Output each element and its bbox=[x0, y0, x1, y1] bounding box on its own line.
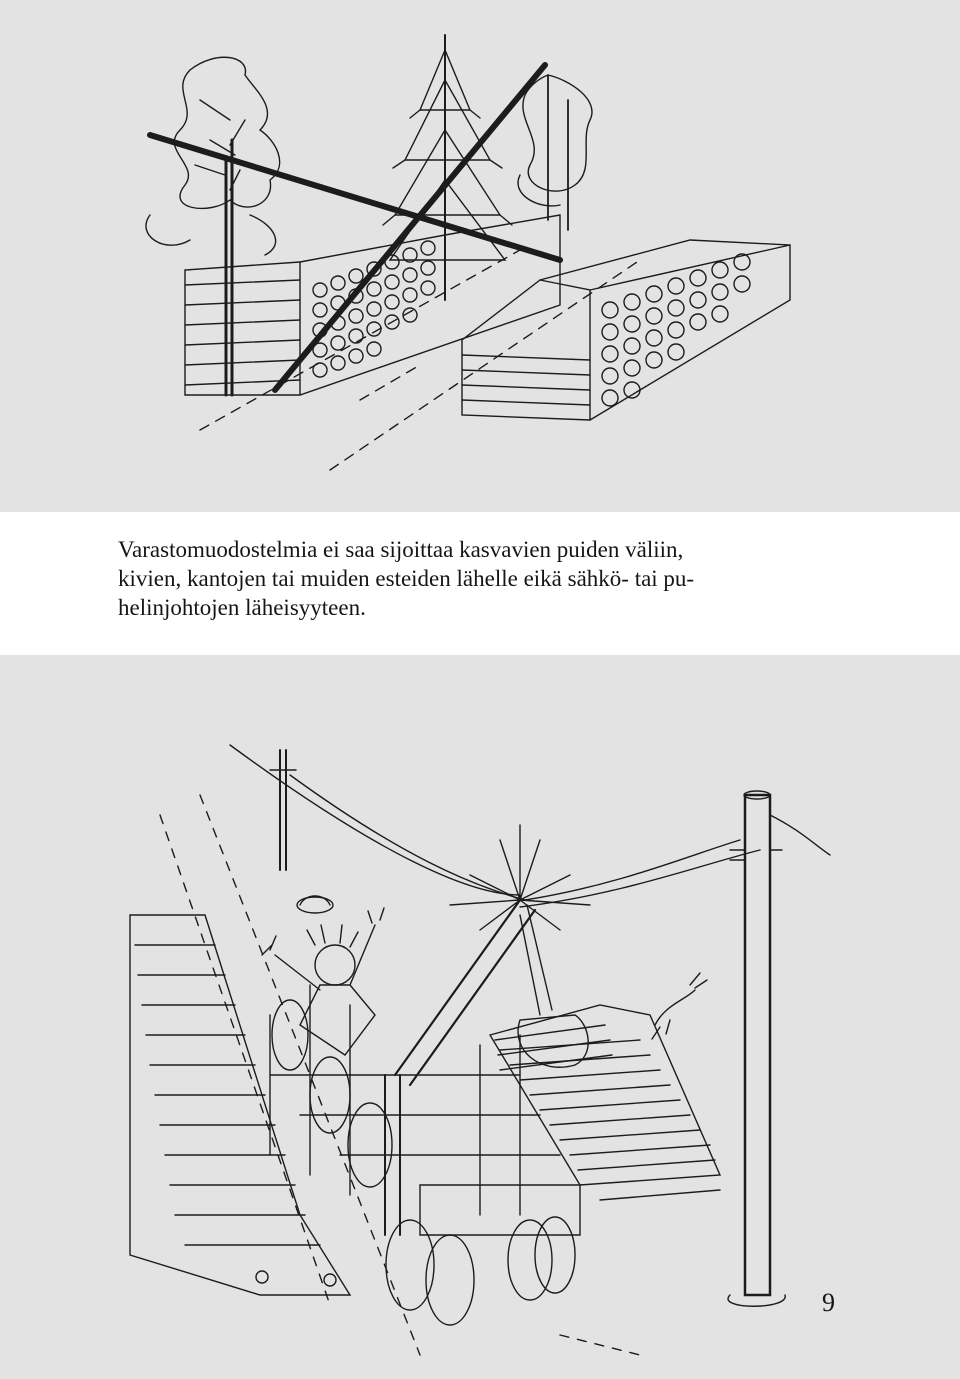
bottom-illustration-drawing bbox=[0, 655, 960, 1379]
right-log-pile bbox=[490, 1005, 720, 1200]
power-line-icon bbox=[230, 745, 830, 907]
caption-line-3: helinjohtojen läheisyyteen. bbox=[118, 595, 366, 620]
top-illustration bbox=[0, 0, 960, 512]
spruce-tree-icon bbox=[383, 35, 512, 300]
caption-line-2: kivien, kantojen tai muiden esteiden lähelle eikä sähkö- tai pu- bbox=[118, 566, 695, 591]
page-number: 9 bbox=[822, 1288, 835, 1317]
caption-line-1: Varastomuodostelmia ei saa sijoittaa kasvavien puiden väliin, bbox=[118, 537, 684, 562]
small-pole-icon bbox=[270, 750, 296, 870]
right-trees-icon bbox=[518, 75, 592, 230]
crossed-out-mark-icon bbox=[150, 65, 560, 390]
right-log-pile bbox=[462, 240, 790, 420]
top-illustration-drawing bbox=[0, 0, 960, 512]
operator-figure-icon bbox=[262, 908, 384, 1055]
hat-icon bbox=[297, 896, 333, 913]
utility-pole-icon bbox=[728, 791, 785, 1306]
spark-icon bbox=[450, 825, 590, 930]
caption bbox=[118, 535, 830, 622]
hare-icon bbox=[652, 973, 707, 1039]
bottom-illustration bbox=[0, 655, 960, 1379]
